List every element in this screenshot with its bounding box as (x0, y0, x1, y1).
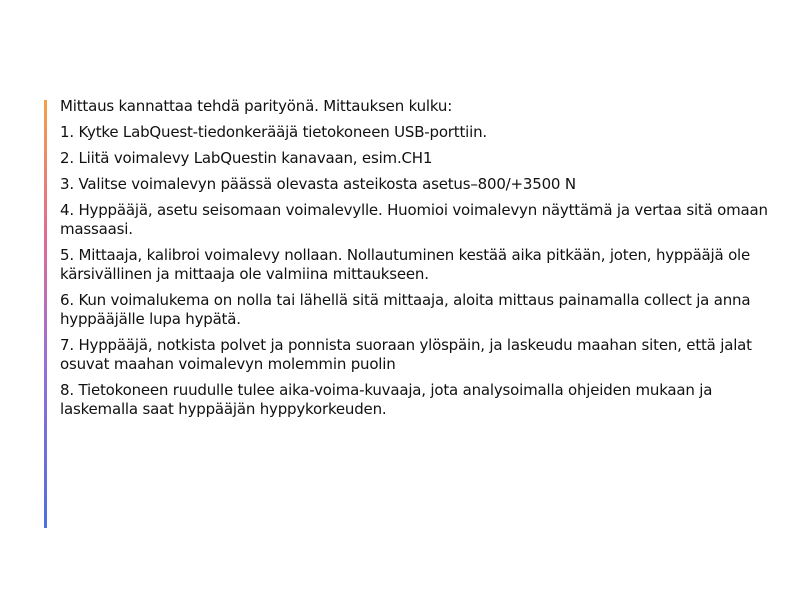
step-3: 3. Valitse voimalevyn päässä olevasta asteikosta asetus–800/+3500 N (60, 175, 576, 193)
step-2: 2. Liitä voimalevy LabQuestin kanavaan, esim.CH1 (60, 149, 433, 167)
step-1: 1. Kytke LabQuest-tiedonkerääjä tietokoneen USB-porttiin. (60, 123, 487, 141)
step-5: 5. Mittaaja, kalibroi voimalevy nollaan. Nollautuminen kestää aika pitkään, joten, hyppääjä ole kärsivällinen ja mittaaja ole valmiina mittaukseen. (60, 246, 751, 283)
step-6: 6. Kun voimalukema on nolla tai lähellä sitä mittaaja, aloita mittaus painamalla collect ja anna hyppääjälle lupa hypätä. (60, 291, 751, 328)
step-7: 7. Hyppääjä, notkista polvet ja ponnista suoraan ylöspäin, ja laskeudu maahan siten, että jalat osuvat maahan voimalevyn molemmin puolin (60, 336, 752, 373)
slide-body (60, 97, 775, 426)
step-8: 8. Tietokoneen ruudulle tulee aika-voima-kuvaaja, jota analysoimalla ohjeiden mukaan ja laskemalla saat hyppääjän hyppykorkeuden. (60, 381, 713, 418)
step-4: 4. Hyppääjä, asetu seisomaan voimalevylle. Huomioi voimalevyn näyttämä ja vertaa sitä omaan massaasi. (60, 201, 768, 238)
accent-bar (44, 100, 47, 528)
intro-paragraph: Mittaus kannattaa tehdä parityönä. Mittauksen kulku: (60, 97, 453, 115)
